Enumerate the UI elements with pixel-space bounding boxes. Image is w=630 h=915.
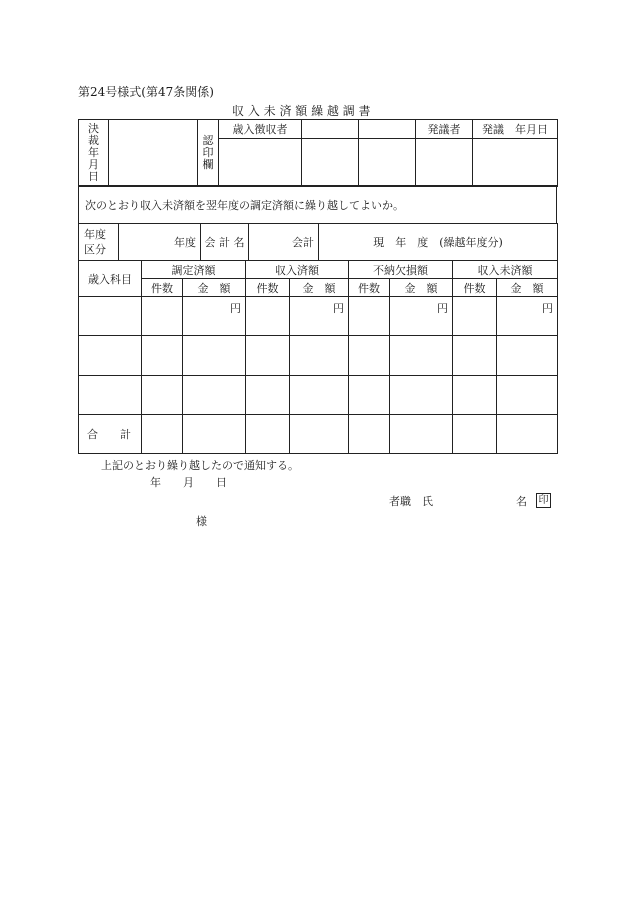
amount-header: 金 額 xyxy=(183,279,246,297)
approval-header-cell xyxy=(359,120,416,139)
count-header: 件数 xyxy=(453,279,497,297)
official-label: 者職 氏 xyxy=(389,495,433,508)
seal-icon: 印 xyxy=(536,493,551,508)
count-cell[interactable] xyxy=(142,375,183,414)
amount-cell[interactable] xyxy=(390,375,453,414)
yen-unit[interactable]: 円 xyxy=(497,297,558,336)
count-cell[interactable] xyxy=(142,336,183,375)
amount-cell[interactable] xyxy=(390,414,453,453)
decision-date-label: 決 裁 年 月 日 xyxy=(79,120,109,187)
count-cell[interactable] xyxy=(246,336,290,375)
seal-cell[interactable] xyxy=(219,139,302,187)
approval-table xyxy=(78,119,558,187)
count-cell[interactable] xyxy=(349,336,390,375)
amount-cell[interactable] xyxy=(390,336,453,375)
document-title: 収 入 未 済 額 繰 越 調 書 xyxy=(232,104,371,118)
issuer-seal-cell[interactable] xyxy=(416,139,473,187)
year-account-table xyxy=(78,223,558,261)
total-row xyxy=(79,414,558,453)
statement-text: 次のとおり収入未済額を翌年度の調定済額に繰り越してよいか。 xyxy=(79,186,557,224)
count-cell[interactable] xyxy=(246,297,290,336)
amount-cell[interactable] xyxy=(497,375,558,414)
count-cell[interactable] xyxy=(246,414,290,453)
issue-date-cell[interactable] xyxy=(473,139,558,187)
notice-date[interactable]: 年 月 日 xyxy=(150,476,227,489)
subject-cell[interactable] xyxy=(79,297,142,336)
subject-cell[interactable] xyxy=(79,375,142,414)
total-label: 合 計 xyxy=(79,414,142,453)
table-row xyxy=(79,375,558,414)
amount-cell[interactable] xyxy=(183,336,246,375)
account-name-label: 会 計 名 xyxy=(201,224,249,261)
subject-cell[interactable] xyxy=(79,336,142,375)
amount-cell[interactable] xyxy=(290,375,349,414)
statement-table xyxy=(78,185,557,224)
notice-text: 上記のとおり繰り越したので通知する。 xyxy=(101,459,299,472)
assessed-amount-header: 調定済額 xyxy=(142,261,246,279)
current-year-label: 現 年 度 (繰越年度分) xyxy=(319,224,558,261)
count-cell[interactable] xyxy=(453,375,497,414)
decision-date-cell[interactable] xyxy=(109,120,198,187)
count-cell[interactable] xyxy=(453,336,497,375)
approval-header-cell xyxy=(302,120,359,139)
yen-unit[interactable]: 円 xyxy=(390,297,453,336)
amount-cell[interactable] xyxy=(183,375,246,414)
amount-header: 金 額 xyxy=(497,279,558,297)
amount-cell[interactable] xyxy=(290,414,349,453)
count-header: 件数 xyxy=(246,279,290,297)
count-cell[interactable] xyxy=(349,414,390,453)
carryover-table xyxy=(78,260,558,454)
seal-mark xyxy=(536,493,551,508)
yen-unit[interactable]: 円 xyxy=(290,297,349,336)
count-cell[interactable] xyxy=(349,297,390,336)
account-field[interactable]: 会計 xyxy=(249,224,319,261)
collector-label: 歳入徴収者 xyxy=(219,120,302,139)
amount-header: 金 額 xyxy=(390,279,453,297)
table-row xyxy=(79,297,558,336)
count-cell[interactable] xyxy=(453,297,497,336)
fiscal-year-field[interactable]: 年度 xyxy=(119,224,201,261)
count-header: 件数 xyxy=(142,279,183,297)
amount-cell[interactable] xyxy=(290,336,349,375)
count-header: 件数 xyxy=(349,279,390,297)
issue-date-label: 発議 年月日 xyxy=(473,120,558,139)
year-category-label: 年度 区分 xyxy=(79,224,119,261)
seal-column-label: 認 印 欄 xyxy=(198,120,219,187)
count-cell[interactable] xyxy=(246,375,290,414)
revenue-subject-header: 歳入科目 xyxy=(79,261,142,297)
amount-cell[interactable] xyxy=(497,414,558,453)
count-cell[interactable] xyxy=(142,297,183,336)
count-cell[interactable] xyxy=(453,414,497,453)
name-label: 名 xyxy=(516,495,527,508)
table-row xyxy=(79,336,558,375)
amount-header: 金 額 xyxy=(290,279,349,297)
count-cell[interactable] xyxy=(142,414,183,453)
form-number: 第24号様式(第47条関係) xyxy=(78,85,214,99)
unreceived-amount-header: 収入未済額 xyxy=(453,261,558,279)
seal-cell[interactable] xyxy=(359,139,416,187)
issuer-label: 発議者 xyxy=(416,120,473,139)
yen-unit[interactable]: 円 xyxy=(183,297,246,336)
seal-cell[interactable] xyxy=(302,139,359,187)
amount-cell[interactable] xyxy=(183,414,246,453)
amount-cell[interactable] xyxy=(497,336,558,375)
honorific: 様 xyxy=(196,515,207,528)
count-cell[interactable] xyxy=(349,375,390,414)
received-amount-header: 収入済額 xyxy=(246,261,349,279)
loss-amount-header: 不納欠損額 xyxy=(349,261,453,279)
